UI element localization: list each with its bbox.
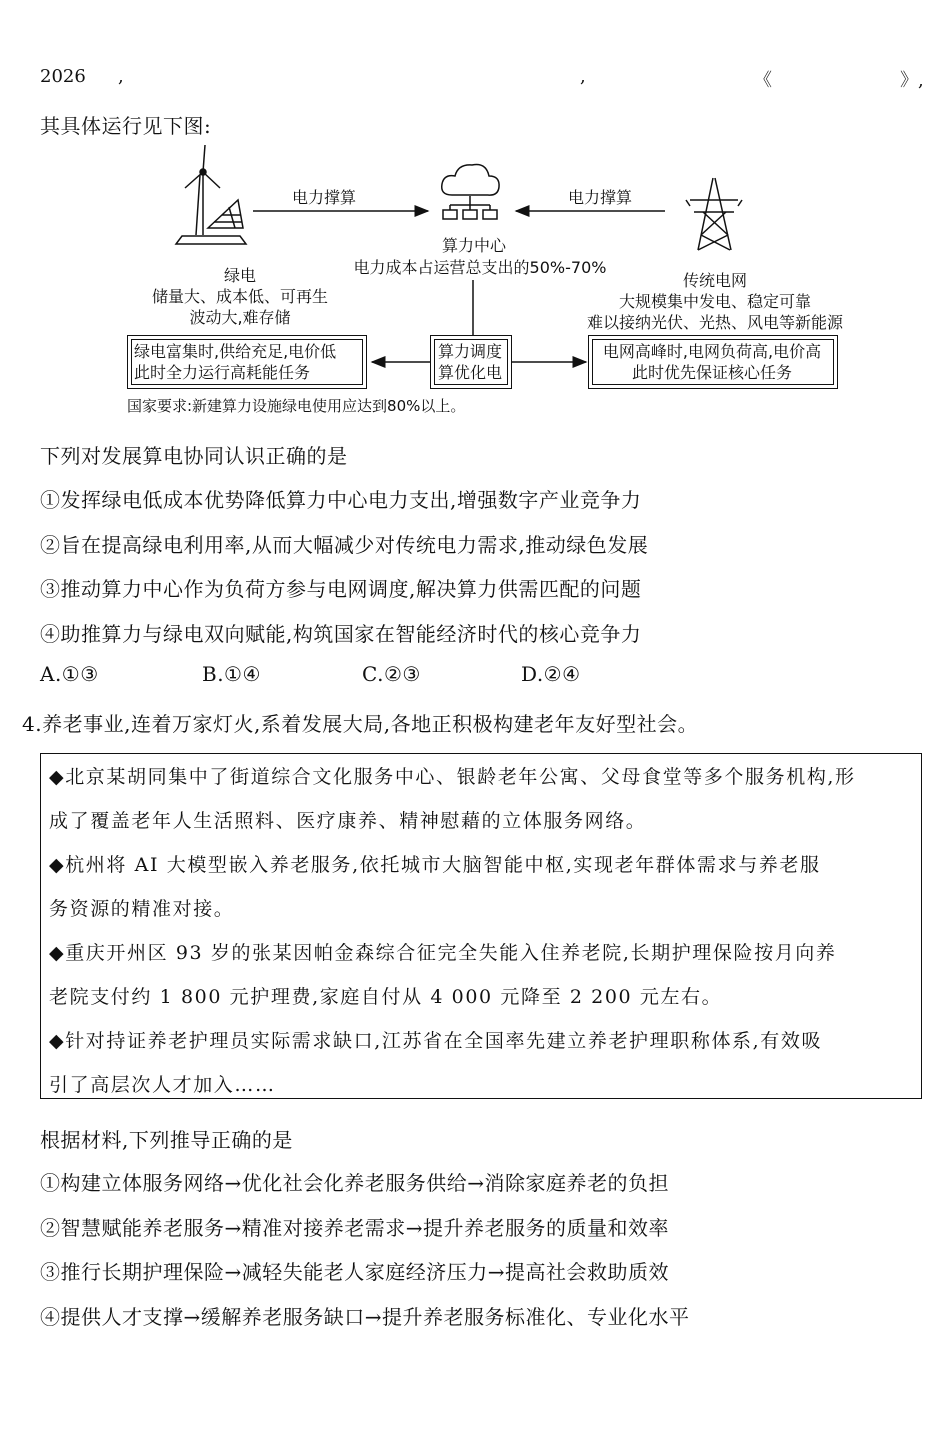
q4-stem: 根据材料,下列推导正确的是 — [40, 1128, 293, 1152]
green-rich-line2: 此时全力运行高耗能任务 — [134, 363, 311, 382]
dispatch-line1: 算力调度 — [437, 342, 502, 361]
wind-solar-icon — [176, 145, 246, 244]
arrow-label-right: 电力撑算 — [568, 188, 633, 207]
dispatch-box — [430, 335, 512, 389]
book-title-open: 《 — [754, 70, 772, 91]
q3-choice-d: D.②④ — [521, 662, 581, 686]
book-title-close: 》, — [900, 70, 924, 91]
q3-stem: 下列对发展算电协同认识正确的是 — [40, 444, 348, 468]
grid-peak-box — [588, 335, 838, 389]
grid-line2: 难以接纳光伏、光热、风电等新能源 — [586, 313, 843, 332]
grid-line1: 大规模集中发电、稳定可靠 — [618, 292, 811, 311]
green-rich-line1: 绿电富集时,供给充足,电价低 — [134, 342, 337, 361]
grid-peak-line1: 电网高峰时,电网负荷高,电价高 — [602, 342, 822, 361]
top-cutoff-line — [40, 66, 930, 91]
diagram-footnote: 国家要求:新建算力设施绿电使用应达到80%以上。 — [127, 397, 466, 415]
material-line-3: ◆杭州将 AI 大模型嵌入养老服务,依托城市大脑智能中枢,实现老年群体需求与养老服 — [49, 854, 821, 876]
grid-label: 传统电网 — [682, 271, 747, 290]
power-tower-icon — [686, 178, 742, 250]
green-line2: 波动大,难存储 — [189, 308, 291, 327]
material-line-7: ◆针对持证养老护理员实际需求缺口,江苏省在全国率先建立养老护理职称体系,有效吸 — [49, 1030, 823, 1052]
material-line-6: 老院支付约 1 800 元护理费,家庭自付从 4 000 元降至 2 200 元左右。 — [49, 986, 723, 1008]
center-label: 算力中心 — [441, 236, 506, 255]
comma-1: , — [118, 66, 124, 87]
green-rich-box — [127, 335, 367, 389]
dispatch-line2: 算优化电 — [437, 363, 502, 382]
green-line1: 储量大、成本低、可再生 — [151, 287, 328, 306]
green-label: 绿电 — [223, 266, 256, 285]
q4-option-3: ③推行长期护理保险→减轻失能老人家庭经济压力→提高社会救助质效 — [40, 1260, 670, 1284]
comma-2: , — [580, 66, 586, 87]
material-line-1: ◆北京某胡同集中了街道综合文化服务中心、银龄老年公寓、父母食堂等多个服务机构,形 — [49, 766, 856, 788]
q4-option-1: ①构建立体服务网络→优化社会化养老服务供给→消除家庭养老的负担 — [40, 1171, 670, 1195]
arrow-label-left: 电力撑算 — [292, 188, 357, 207]
center-sub: 电力成本占运营总支出的50%-70% — [353, 258, 607, 277]
year-text: 2026 — [40, 66, 86, 87]
q3-choice-b: B.①④ — [202, 662, 261, 686]
material-line-5: ◆重庆开州区 93 岁的张某因帕金森综合征完全失能入住养老院,长期护理保险按月向养 — [49, 942, 837, 964]
q3-option-2: ②旨在提高绿电利用率,从而大幅减少对传统电力需求,推动绿色发展 — [40, 533, 649, 557]
q3-option-4: ④助推算力与绿电双向赋能,构筑国家在智能经济时代的核心竞争力 — [40, 622, 642, 646]
q3-choice-c: C.②③ — [362, 662, 421, 686]
q4-material-box — [40, 753, 922, 1099]
q3-choice-a: A.①③ — [40, 662, 99, 686]
q3-option-1: ①发挥绿电低成本优势降低算力中心电力支出,增强数字产业竞争力 — [40, 488, 642, 512]
cloud-server-icon — [442, 164, 499, 219]
q4-title: 4.养老事业,连着万家灯火,系着发展大局,各地正积极构建老年友好型社会。 — [22, 712, 699, 736]
q4-option-2: ②智慧赋能养老服务→精准对接养老需求→提升养老服务的质量和效率 — [40, 1216, 670, 1240]
grid-peak-line2: 此时优先保证核心任务 — [631, 363, 792, 382]
intro-text: 其具体运行见下图: — [40, 114, 212, 138]
material-line-8: 引了高层次人才加入…… — [49, 1074, 276, 1096]
q3-option-3: ③推动算力中心作为负荷方参与电网调度,解决算力供需匹配的问题 — [40, 577, 642, 601]
q4-option-4: ④提供人才支撑→缓解养老服务缺口→提升养老服务标准化、专业化水平 — [40, 1305, 690, 1329]
material-line-2: 成了覆盖老年人生活照料、医疗康养、精神慰藉的立体服务网络。 — [49, 810, 647, 832]
material-line-4: 务资源的精准对接。 — [49, 898, 235, 920]
